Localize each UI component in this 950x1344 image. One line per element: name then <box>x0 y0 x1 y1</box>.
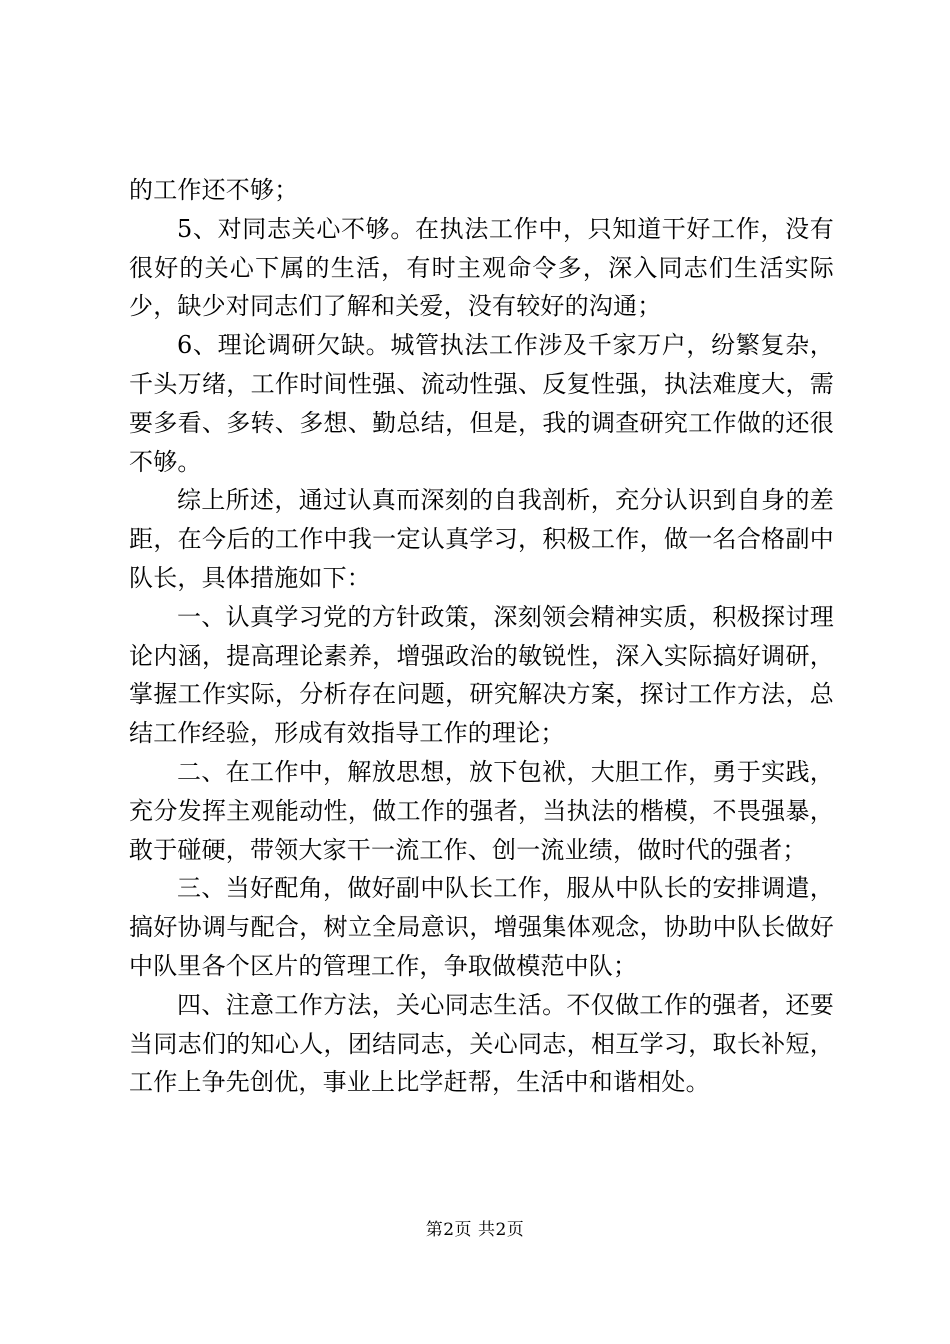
paragraph-measure-3: 三、当好配角，做好副中队长工作，服从中队长的安排调遣，搞好协调与配合，树立全局意识，增强集体观念，协助中队长做好中队里各个区片的管理工作，争取做模范中队； <box>129 874 834 980</box>
paragraph-summary: 综上所述，通过认真而深刻的自我剖析，充分认识到自身的差距，在今后的工作中我一定认真学习，积极工作，做一名合格副中队长，具体措施如下： <box>129 486 834 592</box>
paragraph-measure-1: 一、认真学习党的方针政策，深刻领会精神实质，积极探讨理论内涵，提高理论素养，增强政治的敏锐性，深入实际搞好调研，掌握工作实际，分析存在问题，研究解决方案，探讨工作方法，总结工作经验，形成有效指导工作的理论； <box>129 602 834 748</box>
paragraph-continuation: 的工作还不够； <box>129 176 299 204</box>
document-body <box>129 171 834 1102</box>
paragraph-measure-4: 四、注意工作方法，关心同志生活。不仅做工作的强者，还要当同志们的知心人，团结同志，关心同志，相互学习，取长补短，工作上争先创优，事业上比学赶帮，生活中和谐相处。 <box>129 990 834 1097</box>
page-number-footer: 第2页 共2页 <box>425 1220 525 1240</box>
paragraph-item-6: 6、理论调研欠缺。城管执法工作涉及千家万户，纷繁复杂，千头万绪，工作时间性强、流动性强、反复性强，执法难度大，需要多看、多转、多想、勤总结，但是，我的调查研究工作做的还很不够。 <box>129 331 834 476</box>
paragraph-item-5: 5、对同志关心不够。在执法工作中，只知道干好工作，没有很好的关心下属的生活，有时主观命令多，深入同志们生活实际少，缺少对同志们了解和关爱，没有较好的沟通； <box>129 214 834 321</box>
paragraph-measure-2: 二、在工作中，解放思想，放下包袱，大胆工作，勇于实践，充分发挥主观能动性，做工作的强者，当执法的楷模，不畏强暴，敢于碰硬，带领大家干一流工作、创一流业绩，做时代的强者； <box>129 757 834 864</box>
